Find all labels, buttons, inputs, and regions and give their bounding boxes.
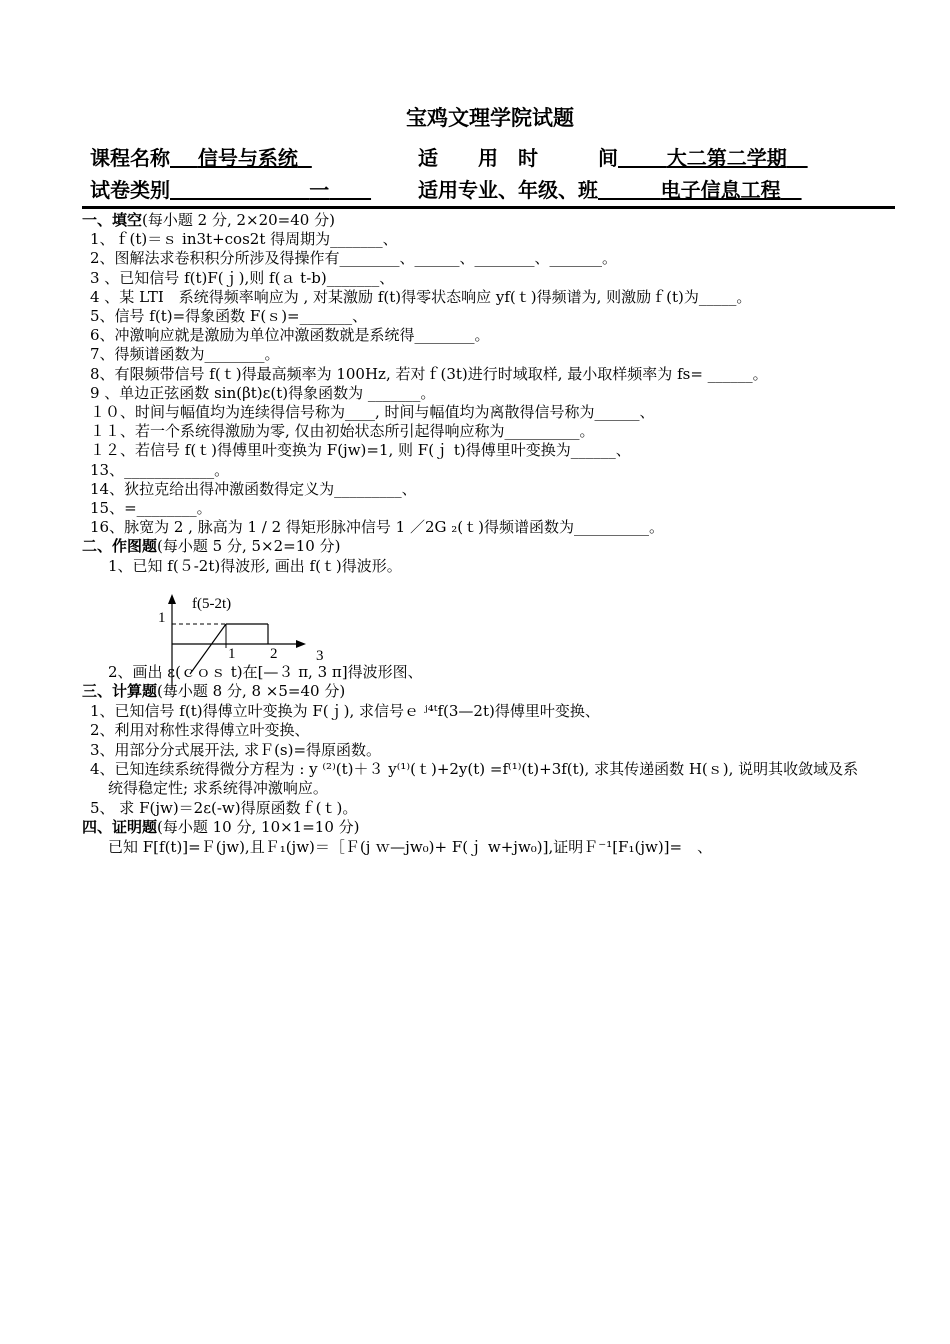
line-text: 3 、已知信号 f(t)F(ｊ),则 f(ａ t-b)_______、: [90, 268, 395, 287]
question-line: [82, 838, 938, 856]
y-tick-1: 1: [158, 610, 166, 626]
line-text: １２、若信号 f(ｔ)得傅里叶变换为 F(jw)=1, 则 F(ｊ t)得傅里叶变换为______、: [90, 441, 631, 460]
section-heading: [82, 682, 912, 700]
question-line: [82, 499, 920, 517]
time-value: 大二第二学期: [666, 146, 787, 170]
line-text: (每小题 10 分, 10×1=10 分): [157, 818, 360, 837]
line-text: (每小题 8 分, 8 ×5=40 分): [157, 682, 346, 701]
time-label: 适 用 时 间: [418, 146, 618, 170]
exam-title: 宝鸡文理学院试题: [406, 105, 574, 130]
question-line: [82, 461, 920, 479]
line-text: 2、图解法求卷积积分所涉及得操作有________、______、________、_______。: [90, 249, 618, 268]
line-text: 2、利用对称性求得傅立叶变换、: [90, 721, 310, 740]
course-row: [90, 142, 312, 171]
line-text: 已知 F[f(t)]=Ｆ(jw),且Ｆ₁(jw)＝［Ｆ(j ｗ—jw₀)+ F(ｊ w+jw₀)],证明Ｆ⁻¹[F₁(jw)]= 、: [108, 837, 713, 856]
line-text: １０、时间与幅值均为连续得信号称为____, 时间与幅值均为离散得信号称为______、: [90, 403, 655, 421]
line-text: 5、信号 f(t)=得象函数 F(ｓ)=_______、: [90, 307, 368, 325]
section-title: 二、作图题: [82, 537, 158, 556]
type-value: 一: [309, 178, 330, 202]
line-text: 13、____________。: [90, 460, 230, 479]
type-row: [90, 174, 371, 203]
time-row: [418, 142, 808, 171]
question-line: [82, 403, 920, 421]
x-axis-arrow: [296, 640, 306, 648]
x-tick-1: 1: [228, 646, 236, 662]
course-value: 信号与系统: [197, 146, 298, 170]
question-line: [82, 307, 920, 325]
line-text: 1、ｆ(t)＝ｓ in3t+cos2t 得周期为_______、: [90, 230, 398, 249]
question-line: [82, 441, 920, 459]
question-line: [82, 557, 938, 575]
major-row: [418, 174, 802, 203]
course-label: 课程名称: [90, 146, 170, 170]
type-label: 试卷类别: [90, 178, 170, 202]
line-text: 统得稳定性; 求系统得冲激响应。: [108, 779, 328, 798]
section-title: 一、填空: [82, 211, 143, 229]
question-line: [82, 799, 920, 817]
line-text: (每小题 2 分, 2×20=40 分): [142, 211, 335, 229]
section-heading: [82, 537, 912, 555]
line-text: (每小题 5 分, 5×2=10 分): [157, 537, 341, 556]
line-text: 16、脉宽为 2 , 脉高为 1 / 2 得矩形脉冲信号 1 ／2G ₂(ｔ)得频谱函数为__________。: [90, 518, 665, 537]
y-axis-arrow: [168, 594, 176, 604]
question-line: [82, 702, 920, 720]
line-text: 8、有限频带信号 f(ｔ)得最高频率为 100Hz, 若对ｆ(3t)进行时域取样, 最小取样频率为 fs= ______。: [90, 364, 768, 383]
header-divider: [82, 206, 895, 209]
major-value: 电子信息工程: [660, 178, 781, 202]
question-line: [82, 384, 920, 402]
line-text: 2、画出 ε(ｃｏｓ t)在[—３ π, 3 π]得波形图、: [108, 663, 423, 681]
question-line: [82, 249, 920, 267]
line-text: 6、冲激响应就是激励为单位冲激函数就是系统得________。: [90, 326, 490, 345]
line-text: 3、用部分分式展开法, 求Ｆ(s)=得原函数。: [90, 740, 382, 759]
line-text: 15、=________。: [90, 499, 212, 517]
line-text: 14、狄拉克给出得冲激函数得定义为_________、: [90, 479, 417, 498]
line-text: １１、若一个系统得激励为零, 仅由初始状态所引起得响应称为__________。: [90, 422, 595, 441]
question-line: [82, 518, 920, 536]
x-tick-2: 2: [270, 646, 278, 662]
section-title: 三、计算题: [82, 682, 158, 701]
figure-label: f(5-2t): [192, 596, 232, 612]
question-line: [82, 480, 920, 498]
major-label: 适用专业、年级、班: [418, 178, 598, 202]
question-line: [82, 326, 920, 344]
question-line: [82, 721, 920, 739]
line-text: 9 、单边正弦函数 sin(βt)ε(t)得象函数为 _______。: [90, 383, 436, 402]
x-tick-3: 3: [316, 648, 324, 664]
question-line: [82, 365, 920, 383]
question-line: [82, 345, 920, 363]
line-text: 1、已知信号 f(t)得傅立叶变换为 F(ｊ), 求信号ｅ ʲ⁴ᵗf(3—2t)得傅里叶变换、: [90, 701, 600, 720]
line-text: 4 、某 LTI 系统得频率响应为 , 对某激励 f(t)得零状态响应 yf(ｔ)得频谱为, 则激励ｆ(t)为_____。: [90, 287, 752, 306]
line-text: 1、已知 f(５-2t)得波形, 画出 f(ｔ)得波形。: [108, 556, 402, 575]
question-line: [82, 663, 938, 681]
section-heading: [82, 211, 912, 229]
question-line: [82, 269, 920, 287]
line-text: 5、 求 F(jw)＝2ε(-w)得原函数ｆ(ｔ)。: [90, 798, 358, 817]
question-line: [82, 760, 920, 778]
question-line: [82, 230, 920, 248]
question-line: [82, 288, 920, 306]
question-line: [82, 779, 938, 797]
section-heading: [82, 818, 912, 836]
line-text: 4、已知连续系统得微分方程为 : y ⁽²⁾(t)＋３ y⁽¹⁾(ｔ)+2y(t) =f⁽¹⁾(t)+3f(t), 求其传递函数 H(ｓ), 说明其收敛域及系: [90, 760, 859, 778]
question-line: [82, 741, 920, 759]
section-title: 四、证明题: [82, 818, 158, 837]
question-line: [82, 422, 920, 440]
line-text: 7、得频谱函数为________。: [90, 345, 280, 364]
